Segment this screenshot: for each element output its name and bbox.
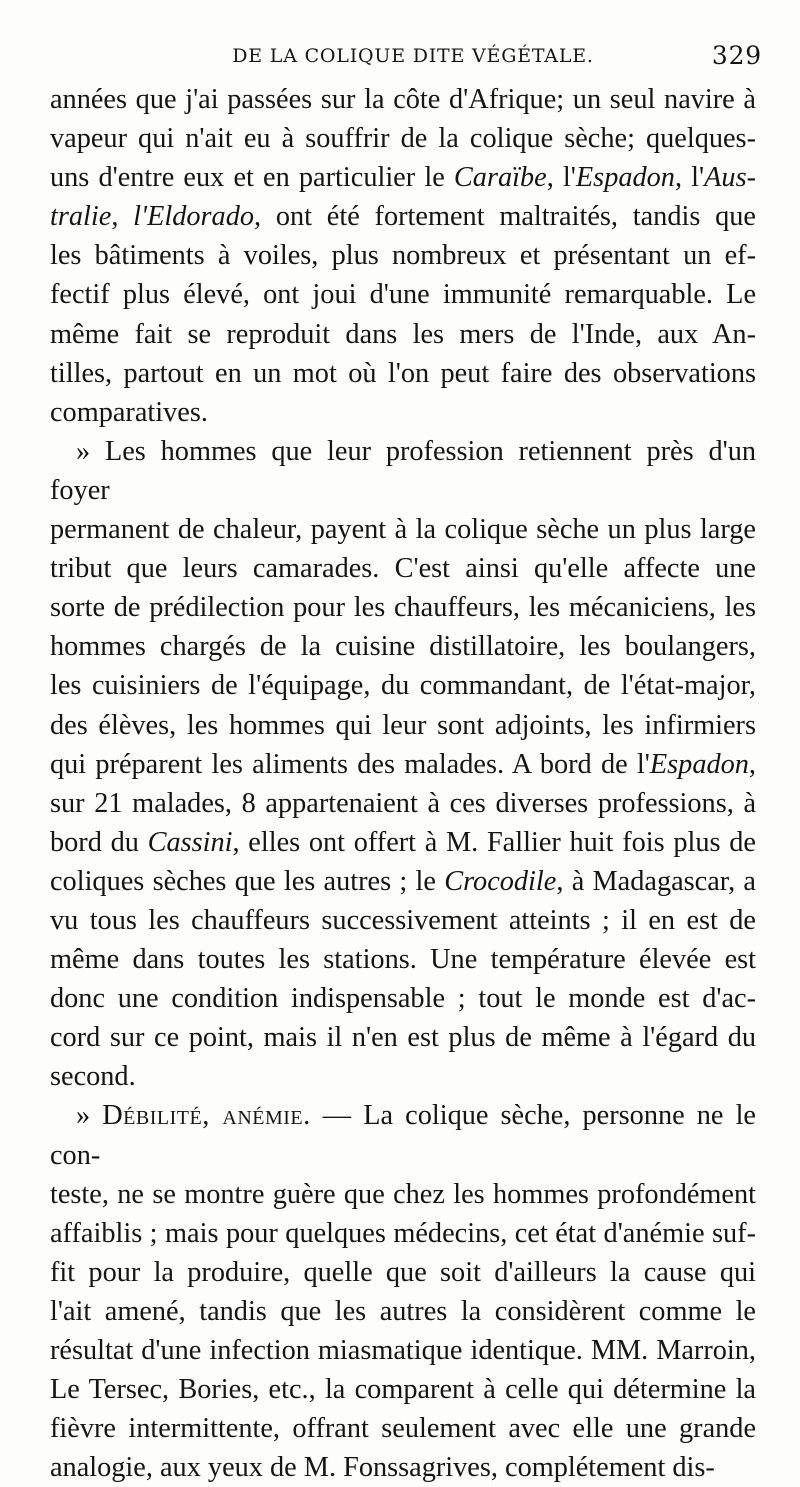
text-run: second. [50, 1061, 136, 1093]
text-run: » [76, 1100, 103, 1132]
text-line [50, 784, 756, 823]
ship-name: Cassini [147, 826, 233, 858]
text-line [50, 1175, 756, 1214]
text-line [50, 627, 756, 666]
text-line [50, 1018, 756, 1057]
text-line [50, 823, 756, 862]
text-run: analogie, aux yeux de M. Fonssagrives, complétement dis- [50, 1452, 715, 1484]
text-line [50, 1057, 756, 1096]
ship-name: Aus- [704, 162, 757, 194]
text-line [50, 158, 756, 197]
ship-name: Caraïbe [453, 162, 547, 194]
text-run: sorte de prédilection pour les chauffeurs, les mécaniciens, les [50, 592, 756, 624]
text-run: , elles ont offert à M. Fallier huit fois plus de [232, 826, 756, 858]
text-run: permanent de chaleur, payent à la colique sèche un plus large [50, 514, 756, 546]
text-run: , l' [674, 162, 705, 194]
text-run: fit pour la produire, quelle que soit d'ailleurs la cause qui [50, 1256, 756, 1288]
text-run: — La colique sèche, personne ne le con- [50, 1100, 756, 1171]
text-run: affaiblis ; mais pour quelques médecins, cet état d'anémie suf- [50, 1217, 756, 1249]
text-line [50, 1292, 756, 1331]
text-line [50, 432, 756, 510]
ship-name: tralie [50, 201, 112, 233]
text-line [50, 1214, 756, 1253]
text-line [50, 1370, 756, 1409]
text-run: , [111, 201, 134, 233]
text-run: teste, ne se montre guère que chez les hommes profondément [50, 1178, 756, 1210]
text-line [50, 549, 756, 588]
text-run: hommes chargés de la cuisine distillatoire, les boulangers, [50, 631, 756, 663]
ship-name: Espadon [575, 162, 675, 194]
ship-name: Espadon [649, 748, 749, 780]
text-line [50, 510, 756, 549]
text-run: vu tous les chauffeurs successivement atteints ; il en est de [50, 904, 756, 936]
text-run: , à Madagascar, a [556, 865, 756, 897]
text-run: coliques sèches que les autres ; le [50, 865, 445, 897]
text-run: même dans toutes les stations. Une température élevée est [50, 944, 756, 976]
text-line [50, 1331, 756, 1370]
text-run: résultat d'une infection miasmatique identique. MM. Marroin, [50, 1335, 756, 1366]
text-line [50, 197, 756, 236]
text-run: les bâtiments à voiles, plus nombreux et présentant un ef- [50, 240, 756, 272]
text-run: même fait se reproduit dans les mers de l'Inde, aux An- [50, 318, 756, 350]
text-run: les cuisiniers de l'équipage, du commandant, de l'état-major, [50, 670, 756, 702]
text-run: cord sur ce point, mais il n'en est plus de même à l'égard du [50, 1022, 756, 1054]
text-line [50, 354, 756, 393]
text-line [50, 588, 756, 627]
text-line [50, 80, 756, 119]
text-run: , ont été fortement maltraités, tandis que [254, 201, 756, 233]
text-run: sur 21 malades, 8 appartenaient à ces diverses professions, à [50, 787, 756, 819]
text-run: donc une condition indispensable ; tout le monde est d'ac- [50, 983, 756, 1015]
text-run: tilles, partout en un mot où l'on peut faire des observations [50, 357, 756, 389]
text-line [50, 979, 756, 1018]
text-line [50, 275, 756, 314]
text-run: » Les hommes que leur profession retiennent près d'un foyer [50, 435, 756, 506]
body-text [50, 80, 756, 1487]
text-run: qui préparent les aliments des malades. A bord de l' [50, 748, 650, 780]
text-line [50, 1448, 756, 1487]
text-run: vapeur qui n'ait eu à souffrir de la colique sèche; quelques- [50, 123, 756, 155]
text-line [50, 119, 756, 158]
text-line [50, 862, 756, 901]
text-line [50, 393, 756, 432]
text-run: comparatives. [50, 396, 208, 428]
text-line [50, 236, 756, 275]
text-run: années que j'ai passées sur la côte d'Afrique; un seul navire à [50, 84, 756, 115]
text-line [50, 315, 756, 354]
text-run: Le Tersec, Bories, etc., la comparent à celle qui détermine la [50, 1374, 756, 1406]
text-run: des élèves, les hommes qui leur sont adjoints, les infirmiers [50, 709, 756, 741]
text-run: fectif plus élevé, ont joui d'une immunité remarquable. Le [50, 279, 756, 311]
text-line [50, 745, 756, 784]
text-run: l'ait amené, tandis que les autres la considèrent comme le [50, 1295, 756, 1327]
ship-name: l'Eldorado [133, 201, 254, 233]
text-line [50, 1096, 756, 1174]
running-title: DE LA COLIQUE DITE VÉGÉTALE. [232, 45, 594, 67]
text-line [50, 666, 756, 705]
text-line [50, 706, 756, 745]
text-line [50, 1409, 756, 1448]
page-number: 329 [711, 41, 762, 70]
text-run: uns d'entre eux et en particulier le [50, 162, 454, 194]
ship-name: Crocodile [444, 865, 557, 897]
running-head [50, 36, 762, 76]
text-line [50, 901, 756, 940]
text-line [50, 940, 756, 979]
text-run: bord du [50, 826, 148, 858]
text-line [50, 1253, 756, 1292]
text-run: , [748, 748, 756, 780]
text-run: tribut que leurs camarades. C'est ainsi qu'elle affecte une [50, 553, 756, 585]
text-run: fièvre intermittente, offrant seulement avec elle une grande [50, 1413, 756, 1445]
section-heading: Débilité, anémie. [102, 1100, 311, 1132]
text-run: , l' [546, 162, 576, 194]
